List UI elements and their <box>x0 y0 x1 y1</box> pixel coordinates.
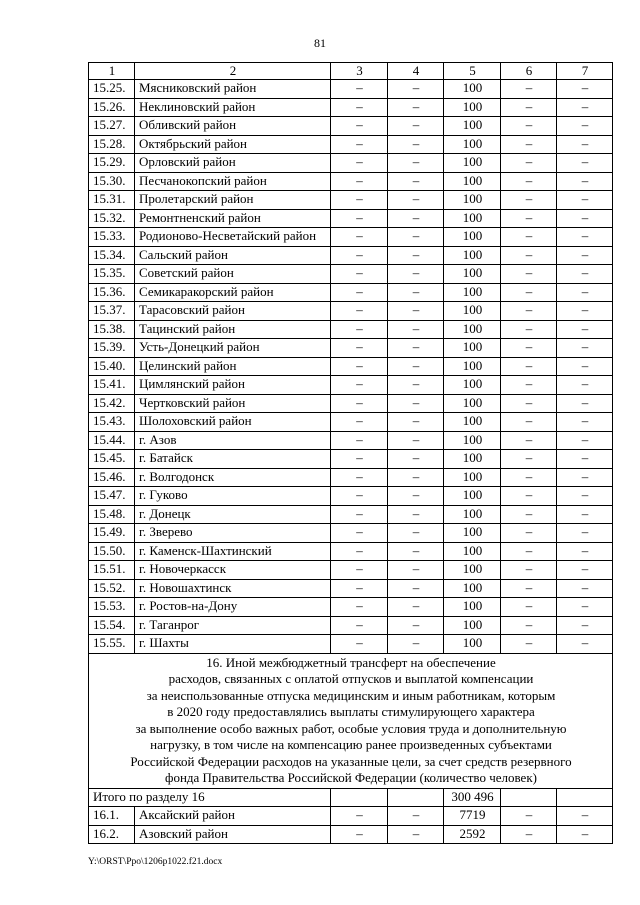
row-number-cell: 15.51. <box>89 561 135 580</box>
value-cell: – <box>331 598 388 617</box>
territory-name-cell: Аксайский район <box>135 807 331 826</box>
value-cell: – <box>388 807 444 826</box>
value-cell: – <box>331 246 388 265</box>
value-cell: 100 <box>444 450 501 469</box>
value-cell: – <box>501 505 557 524</box>
value-cell: – <box>557 135 613 154</box>
value-cell: – <box>331 825 388 844</box>
row-number-cell: 15.43. <box>89 413 135 432</box>
value-cell: – <box>557 228 613 247</box>
value-cell: – <box>388 394 444 413</box>
value-cell: – <box>501 302 557 321</box>
value-cell: 100 <box>444 246 501 265</box>
value-cell: – <box>557 468 613 487</box>
territory-name-cell: Азовский район <box>135 825 331 844</box>
row-number-cell: 15.25. <box>89 80 135 99</box>
value-cell: 100 <box>444 598 501 617</box>
value-cell: – <box>557 80 613 99</box>
value-cell: – <box>388 616 444 635</box>
value-cell: – <box>557 302 613 321</box>
value-cell: – <box>331 339 388 358</box>
value-cell: – <box>331 616 388 635</box>
value-cell: – <box>331 505 388 524</box>
value-cell: – <box>557 807 613 826</box>
column-number-cell: 1 <box>89 63 135 80</box>
value-cell: – <box>331 320 388 339</box>
value-cell: – <box>331 487 388 506</box>
value-cell: – <box>501 394 557 413</box>
territory-name-cell: г. Новочеркасск <box>135 561 331 580</box>
value-cell: 100 <box>444 154 501 173</box>
page-number: 81 <box>314 36 326 50</box>
section-total-label: Итого по разделу 16 <box>89 788 331 807</box>
value-cell: – <box>388 339 444 358</box>
value-cell: 100 <box>444 320 501 339</box>
territory-name-cell: Обливский район <box>135 117 331 136</box>
row-number-cell: 15.50. <box>89 542 135 561</box>
value-cell: – <box>501 431 557 450</box>
value-cell: – <box>557 376 613 395</box>
value-cell: – <box>501 191 557 210</box>
value-cell: 100 <box>444 135 501 154</box>
value-cell: – <box>388 80 444 99</box>
section-title-line: за неиспользованные отпуска медицинским и иным работникам, которым <box>146 687 556 703</box>
table-row <box>89 524 613 543</box>
value-cell: – <box>501 283 557 302</box>
row-number-cell: 15.49. <box>89 524 135 543</box>
value-cell <box>501 788 557 807</box>
value-cell: – <box>388 825 444 844</box>
value-cell: – <box>331 135 388 154</box>
row-number-cell: 15.31. <box>89 191 135 210</box>
value-cell: – <box>501 172 557 191</box>
value-cell <box>557 788 613 807</box>
section-title-line: в 2020 году предоставлялись выплаты стимулирующего характера <box>167 704 535 719</box>
value-cell: – <box>331 117 388 136</box>
value-cell: 100 <box>444 191 501 210</box>
value-cell: 100 <box>444 172 501 191</box>
value-cell: 100 <box>444 98 501 117</box>
table-row <box>89 80 613 99</box>
value-cell: – <box>388 246 444 265</box>
value-cell: – <box>501 154 557 173</box>
value-cell <box>388 788 444 807</box>
row-number-cell: 15.28. <box>89 135 135 154</box>
value-cell: – <box>388 431 444 450</box>
table-row <box>89 825 613 844</box>
value-cell: – <box>557 524 613 543</box>
value-cell: 100 <box>444 209 501 228</box>
value-cell: – <box>557 154 613 173</box>
column-number-cell: 3 <box>331 63 388 80</box>
value-cell: – <box>501 117 557 136</box>
table-row <box>89 579 613 598</box>
territory-name-cell: Тарасовский район <box>135 302 331 321</box>
table-row <box>89 431 613 450</box>
value-cell: – <box>388 561 444 580</box>
value-cell: – <box>388 542 444 561</box>
value-cell: – <box>501 376 557 395</box>
value-cell: – <box>388 154 444 173</box>
value-cell: – <box>388 487 444 506</box>
table-row <box>89 117 613 136</box>
column-number-cell: 7 <box>557 63 613 80</box>
section-title-line: фонда Правительства Российской Федерации (количество человек) <box>165 770 537 785</box>
distribution-table <box>88 62 613 844</box>
value-cell: – <box>388 505 444 524</box>
value-cell: – <box>501 339 557 358</box>
value-cell: – <box>557 487 613 506</box>
territory-name-cell: Орловский район <box>135 154 331 173</box>
value-cell: – <box>331 265 388 284</box>
row-number-cell: 16.2. <box>89 825 135 844</box>
row-number-cell: 15.52. <box>89 579 135 598</box>
table-row <box>89 172 613 191</box>
value-cell: – <box>388 283 444 302</box>
value-cell: – <box>557 505 613 524</box>
value-cell: – <box>331 431 388 450</box>
value-cell: – <box>557 561 613 580</box>
value-cell: – <box>388 524 444 543</box>
value-cell: – <box>388 450 444 469</box>
value-cell: – <box>557 413 613 432</box>
value-cell: – <box>501 616 557 635</box>
value-cell: 100 <box>444 283 501 302</box>
value-cell: – <box>331 191 388 210</box>
value-cell: – <box>331 283 388 302</box>
value-cell: – <box>331 98 388 117</box>
value-cell: – <box>501 357 557 376</box>
value-cell: – <box>388 191 444 210</box>
table-row <box>89 98 613 117</box>
value-cell: 100 <box>444 413 501 432</box>
row-number-cell: 15.46. <box>89 468 135 487</box>
value-cell: 100 <box>444 228 501 247</box>
value-cell: – <box>388 172 444 191</box>
section-title-line: 16. Иной межбюджетный трансферт на обеспечение <box>206 654 496 670</box>
row-number-cell: 15.38. <box>89 320 135 339</box>
row-number-cell: 15.27. <box>89 117 135 136</box>
value-cell: – <box>388 468 444 487</box>
table-row <box>89 339 613 358</box>
value-cell: 100 <box>444 80 501 99</box>
territory-name-cell: Песчанокопский район <box>135 172 331 191</box>
value-cell: – <box>501 524 557 543</box>
table-row <box>89 320 613 339</box>
value-cell: – <box>501 246 557 265</box>
value-cell: – <box>501 265 557 284</box>
column-number-cell: 4 <box>388 63 444 80</box>
value-cell: – <box>331 172 388 191</box>
value-cell: – <box>557 283 613 302</box>
value-cell: – <box>501 209 557 228</box>
value-cell: – <box>501 413 557 432</box>
territory-name-cell: Родионово-Несветайский район <box>135 228 331 247</box>
territory-name-cell: Советский район <box>135 265 331 284</box>
row-number-cell: 15.34. <box>89 246 135 265</box>
territory-name-cell: Чертковский район <box>135 394 331 413</box>
value-cell: – <box>388 376 444 395</box>
table-row <box>89 154 613 173</box>
row-number-cell: 15.53. <box>89 598 135 617</box>
territory-name-cell: Ремонтненский район <box>135 209 331 228</box>
row-number-cell: 15.39. <box>89 339 135 358</box>
value-cell: – <box>557 320 613 339</box>
row-number-cell: 15.41. <box>89 376 135 395</box>
value-cell: – <box>557 98 613 117</box>
table-row <box>89 468 613 487</box>
value-cell: – <box>501 320 557 339</box>
value-cell: – <box>331 450 388 469</box>
section-title-line: расходов, связанных с оплатой отпусков и выплатой компенсации <box>168 671 534 686</box>
column-number-cell: 6 <box>501 63 557 80</box>
row-number-cell: 15.48. <box>89 505 135 524</box>
value-cell: 100 <box>444 376 501 395</box>
value-cell: – <box>501 825 557 844</box>
territory-name-cell: г. Таганрог <box>135 616 331 635</box>
value-cell: – <box>331 209 388 228</box>
territory-name-cell: г. Новошахтинск <box>135 579 331 598</box>
row-number-cell: 15.30. <box>89 172 135 191</box>
value-cell: – <box>331 468 388 487</box>
section-16-title <box>89 653 613 788</box>
table-row <box>89 505 613 524</box>
value-cell: – <box>557 431 613 450</box>
row-number-cell: 15.45. <box>89 450 135 469</box>
value-cell: – <box>557 191 613 210</box>
table-row <box>89 265 613 284</box>
table-row <box>89 228 613 247</box>
value-cell: – <box>331 228 388 247</box>
value-cell: – <box>388 98 444 117</box>
table-row <box>89 191 613 210</box>
value-cell: – <box>331 413 388 432</box>
section-title-row <box>89 653 613 788</box>
value-cell: – <box>501 635 557 654</box>
row-number-cell: 15.40. <box>89 357 135 376</box>
territory-name-cell: Шолоховский район <box>135 413 331 432</box>
value-cell: 100 <box>444 394 501 413</box>
value-cell: – <box>557 339 613 358</box>
row-number-cell: 15.33. <box>89 228 135 247</box>
value-cell: – <box>331 561 388 580</box>
value-cell: – <box>331 524 388 543</box>
value-cell: – <box>388 302 444 321</box>
value-cell: – <box>388 117 444 136</box>
territory-name-cell: г. Ростов-на-Дону <box>135 598 331 617</box>
row-number-cell: 15.29. <box>89 154 135 173</box>
value-cell: – <box>501 135 557 154</box>
value-cell: 100 <box>444 616 501 635</box>
section-total-value: 300 496 <box>444 788 501 807</box>
table-row <box>89 209 613 228</box>
value-cell: 2592 <box>444 825 501 844</box>
territory-name-cell: Октябрьский район <box>135 135 331 154</box>
value-cell: – <box>557 450 613 469</box>
territory-name-cell: Тацинский район <box>135 320 331 339</box>
value-cell: – <box>501 228 557 247</box>
value-cell: – <box>557 357 613 376</box>
value-cell: – <box>388 579 444 598</box>
section-title-line: Российской Федерации расходов на указанные цели, за счет средств резервного <box>130 753 572 769</box>
value-cell: – <box>331 154 388 173</box>
territory-name-cell: Неклиновский район <box>135 98 331 117</box>
territory-name-cell: г. Батайск <box>135 450 331 469</box>
value-cell: 100 <box>444 505 501 524</box>
table-row <box>89 450 613 469</box>
territory-name-cell: Семикаракорский район <box>135 283 331 302</box>
territory-name-cell: г. Донецк <box>135 505 331 524</box>
value-cell: – <box>557 542 613 561</box>
row-number-cell: 15.36. <box>89 283 135 302</box>
value-cell: – <box>388 320 444 339</box>
row-number-cell: 15.44. <box>89 431 135 450</box>
value-cell: – <box>557 825 613 844</box>
row-number-cell: 15.32. <box>89 209 135 228</box>
row-number-cell: 15.26. <box>89 98 135 117</box>
section-title-line: за выполнение особо важных работ, особые условия труда и дополнительную <box>135 720 567 736</box>
value-cell: – <box>501 598 557 617</box>
row-number-cell: 15.54. <box>89 616 135 635</box>
value-cell: 100 <box>444 339 501 358</box>
value-cell: 7719 <box>444 807 501 826</box>
value-cell: – <box>557 635 613 654</box>
territory-name-cell: Сальский район <box>135 246 331 265</box>
table-row <box>89 413 613 432</box>
value-cell: – <box>388 598 444 617</box>
value-cell: – <box>557 209 613 228</box>
value-cell: 100 <box>444 265 501 284</box>
value-cell: 100 <box>444 524 501 543</box>
territory-name-cell: Мясниковский район <box>135 80 331 99</box>
value-cell: – <box>557 246 613 265</box>
column-number-header-row <box>89 63 613 80</box>
territory-name-cell: г. Зверево <box>135 524 331 543</box>
territory-name-cell: г. Гуково <box>135 487 331 506</box>
value-cell: 100 <box>444 542 501 561</box>
value-cell: – <box>331 579 388 598</box>
territory-name-cell: Целинский район <box>135 357 331 376</box>
value-cell: – <box>557 394 613 413</box>
value-cell: – <box>331 542 388 561</box>
row-number-cell: 15.55. <box>89 635 135 654</box>
table-row <box>89 635 613 654</box>
value-cell: – <box>557 265 613 284</box>
value-cell: – <box>388 135 444 154</box>
row-number-cell: 15.37. <box>89 302 135 321</box>
table-row <box>89 616 613 635</box>
value-cell: – <box>388 635 444 654</box>
value-cell: – <box>501 579 557 598</box>
row-number-cell: 16.1. <box>89 807 135 826</box>
territory-name-cell: Цимлянский район <box>135 376 331 395</box>
territory-name-cell: Пролетарский район <box>135 191 331 210</box>
value-cell: – <box>331 376 388 395</box>
table-row <box>89 542 613 561</box>
territory-name-cell: г. Азов <box>135 431 331 450</box>
file-path-footer: Y:\ORST\Ppo\1206p1022.f21.docx <box>88 857 223 867</box>
value-cell: – <box>331 357 388 376</box>
row-number-cell: 15.42. <box>89 394 135 413</box>
territory-name-cell: Усть-Донецкий район <box>135 339 331 358</box>
column-number-cell: 2 <box>135 63 331 80</box>
value-cell: – <box>557 172 613 191</box>
value-cell: 100 <box>444 302 501 321</box>
value-cell: – <box>557 579 613 598</box>
value-cell: 100 <box>444 635 501 654</box>
table-row <box>89 246 613 265</box>
value-cell: – <box>388 209 444 228</box>
table-row <box>89 357 613 376</box>
column-number-cell: 5 <box>444 63 501 80</box>
section-total-row <box>89 788 613 807</box>
territory-name-cell: г. Шахты <box>135 635 331 654</box>
territory-name-cell: г. Волгодонск <box>135 468 331 487</box>
table-row <box>89 807 613 826</box>
table-row <box>89 561 613 580</box>
value-cell: – <box>501 468 557 487</box>
value-cell: – <box>388 357 444 376</box>
value-cell: – <box>501 807 557 826</box>
table-row <box>89 598 613 617</box>
value-cell: – <box>388 265 444 284</box>
value-cell: – <box>557 616 613 635</box>
table-row <box>89 394 613 413</box>
table-row <box>89 135 613 154</box>
value-cell: – <box>501 487 557 506</box>
section-title-line: нагрузку, в том числе на компенсацию ранее произведенных субъектами <box>150 737 552 752</box>
territory-name-cell: г. Каменск-Шахтинский <box>135 542 331 561</box>
value-cell: – <box>501 80 557 99</box>
value-cell: 100 <box>444 468 501 487</box>
table-row <box>89 283 613 302</box>
value-cell: – <box>331 807 388 826</box>
value-cell: – <box>501 98 557 117</box>
table-row <box>89 376 613 395</box>
value-cell: – <box>557 117 613 136</box>
value-cell: – <box>501 542 557 561</box>
value-cell: – <box>331 302 388 321</box>
value-cell: – <box>388 413 444 432</box>
value-cell: – <box>501 450 557 469</box>
value-cell: – <box>331 80 388 99</box>
value-cell: – <box>331 635 388 654</box>
value-cell: – <box>388 228 444 247</box>
value-cell: 100 <box>444 579 501 598</box>
row-number-cell: 15.35. <box>89 265 135 284</box>
table-row <box>89 302 613 321</box>
row-number-cell: 15.47. <box>89 487 135 506</box>
table-row <box>89 487 613 506</box>
value-cell: 100 <box>444 561 501 580</box>
value-cell: 100 <box>444 431 501 450</box>
value-cell: – <box>557 598 613 617</box>
value-cell <box>331 788 388 807</box>
value-cell: 100 <box>444 487 501 506</box>
value-cell: – <box>331 394 388 413</box>
value-cell: 100 <box>444 117 501 136</box>
value-cell: 100 <box>444 357 501 376</box>
value-cell: – <box>501 561 557 580</box>
